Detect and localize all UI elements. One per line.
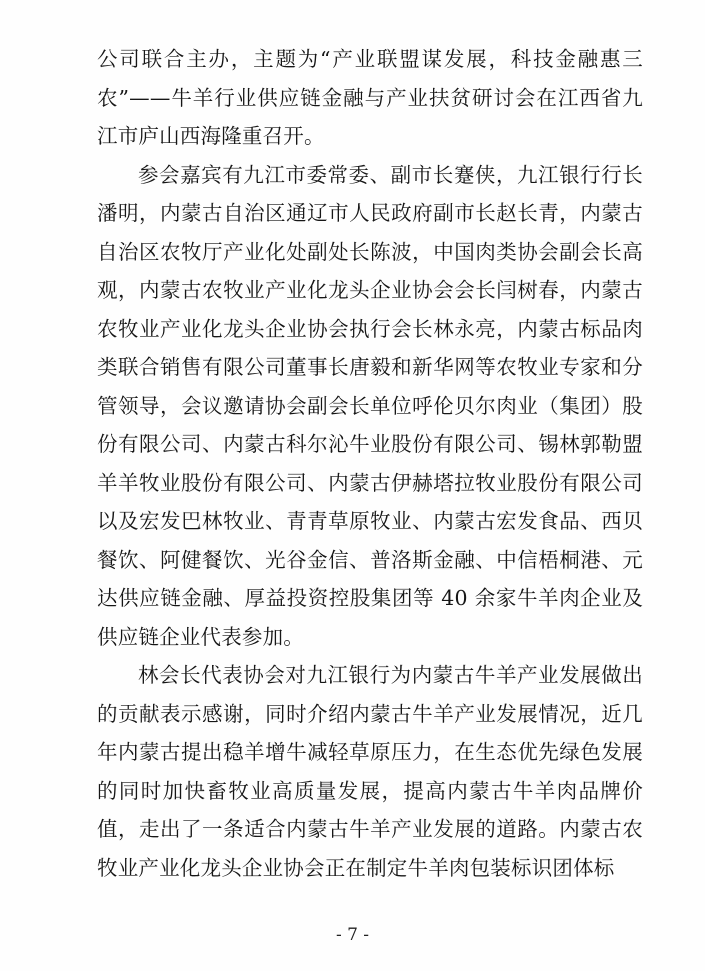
paragraph-3: 林会长代表协会对九江银行为内蒙古牛羊产业发展做出的贡献表示感谢，同时介绍内蒙古牛羊产业发展情况，近几年内蒙古提出稳羊增牛减轻草原压力，在生态优先绿色发展的同时加快畜牧业高质量发展，提高内蒙古牛羊肉品牌价值，走出了一条适合内蒙古牛羊产业发展的道路。内蒙古农牧业产业化龙头企业协会正在制定牛羊肉包装标识团体标 [97,663,643,880]
document-body [97,40,643,887]
page-number: - 7 - [335,925,370,945]
paragraph-1: 公司联合主办，主题为“产业联盟谋发展，科技金融惠三农”——牛羊行业供应链金融与产业扶贫研讨会在江西省九江市庐山西海隆重召开。 [97,47,643,148]
paragraph-2: 参会嘉宾有九江市委常委、副市长蹇侠，九江银行行长潘明，内蒙古自治区通辽市人民政府副市长赵长青，内蒙古自治区农牧厅产业化处副处长陈波，中国肉类协会副会长高观，内蒙古农牧业产业化龙头企业协会会长闫树春，内蒙古农牧业产业化龙头企业协会执行会长林永亮，内蒙古标品肉类联合销售有限公司董事长唐毅和新华网等农牧业专家和分管领导，会议邀请协会副会长单位呼伦贝尔肉业（集团）股份有限公司、内蒙古科尔沁牛业股份有限公司、锡林郭勒盟羊羊牧业股份有限公司、内蒙古伊赫塔拉牧业股份有限公司以及宏发巴林牧业、青青草原牧业、内蒙古宏发食品、西贝餐饮、阿健餐饮、光谷金信、普洛斯金融、中信梧桐港、元达供应链金融、厚益投资控股集团等 40 余家牛羊肉企业及供应链企业代表参加。 [97,162,643,649]
